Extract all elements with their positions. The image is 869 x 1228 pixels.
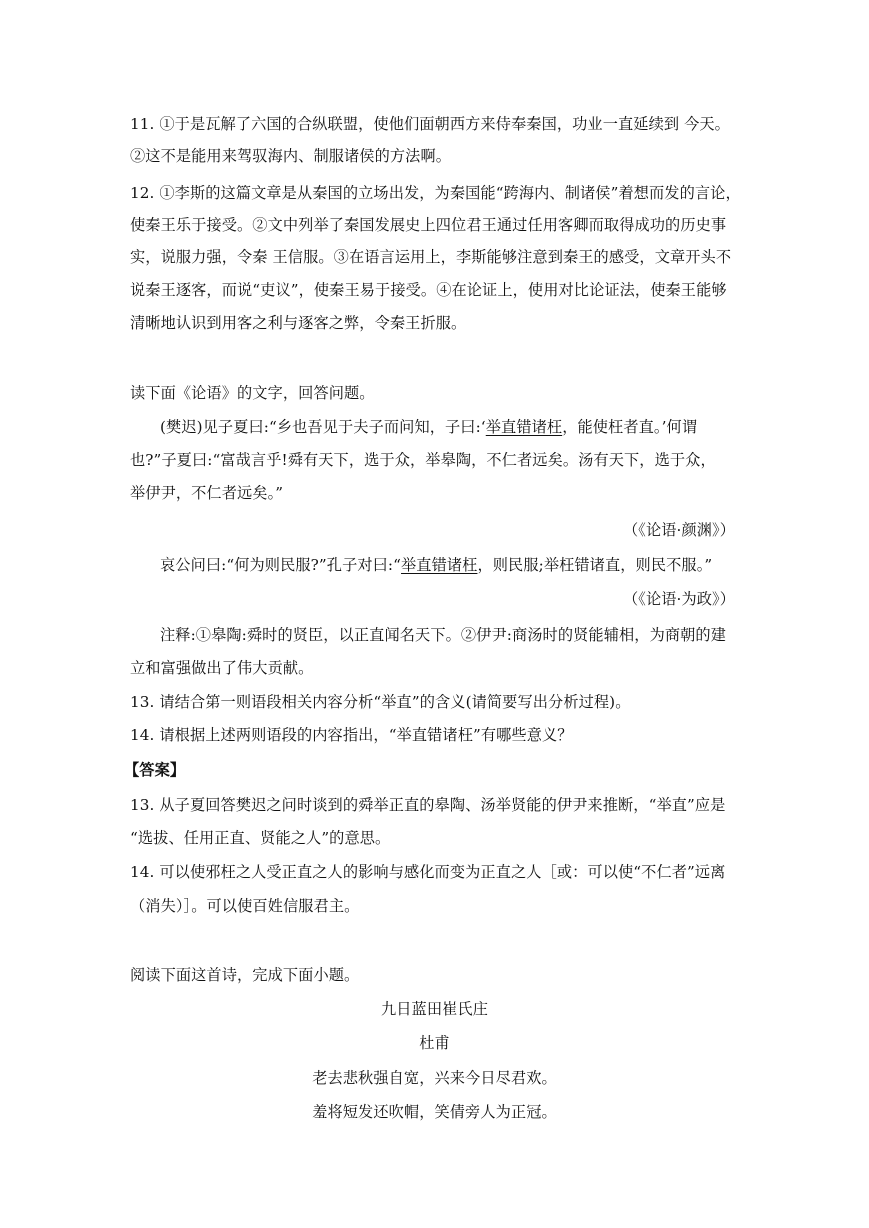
passage-2-text-b: ，则民服;举枉错诸直，则民不服。”	[477, 556, 713, 574]
poem-line-2: 羞将短发还吹帽，笑倩旁人为正冠。	[312, 1103, 557, 1121]
passage-1-underlined-phrase: 举直错诸枉	[485, 418, 563, 436]
passage-1-line-1	[160, 417, 697, 437]
poem-title: 九日蓝田崔氏庄	[380, 1000, 488, 1018]
answer-13-line-1: 13. 从子夏回答樊迟之问时谈到的舜举正直的皋陶、汤举贤能的伊尹来推断，“举直”应是	[130, 796, 726, 814]
answer-12-line-1: 12. ①李斯的这篇文章是从秦国的立场出发，为秦国能“跨海内、制诸侯”着想而发的言论，	[130, 184, 741, 202]
question-14: 14. 请根据上述两则语段的内容指出，“举直错诸枉”有哪些意义？	[130, 726, 573, 744]
answer-11-line-1: 11. ①于是瓦解了六国的合纵联盟，使他们面朝西方来侍奉秦国，功业一直延续到 今天。	[130, 115, 730, 133]
answer-label: 【答案】	[124, 761, 186, 779]
answer-11-line-2: ②这不是能用来驾驭海内、制服诸侯的方法啊。	[130, 147, 452, 165]
answer-14-line-2: （消失）］。可以使百姓信服君主。	[130, 897, 360, 915]
answer-12-line-3: 实，说服力强，令秦 王信服。③在语言运用上，李斯能够注意到秦王的感受，文章开头不	[130, 248, 732, 266]
answer-12-line-4: 说秦王逐客，而说“吏议”，使秦王易于接受。④在论证上，使用对比论证法，使秦王能够	[130, 281, 727, 299]
passage-2-line-1	[160, 555, 712, 575]
answer-12-line-2: 使秦王乐于接受。②文中列举了秦国发展史上四位君王通过任用客卿而取得成功的历史事	[130, 216, 727, 234]
notes-line-2: 立和富强做出了伟大贡献。	[130, 659, 314, 677]
answer-12-line-5: 清晰地认识到用客之利与逐客之弊，令秦王折服。	[130, 314, 467, 332]
passage-1-text-a: (樊迟)见子夏曰:“乡也吾见于夫子而问知，子曰:‘	[160, 418, 486, 436]
answer-13-line-2: “选拔、任用正直、贤能之人”的意思。	[130, 829, 391, 847]
reading-intro-poem: 阅读下面这首诗，完成下面小题。	[130, 966, 360, 984]
passage-2-underlined-phrase: 举直错诸枉	[401, 556, 478, 574]
passage-2-source: （《论语·为政》）	[622, 590, 735, 608]
poem-author: 杜甫	[419, 1034, 450, 1052]
notes-line-1: 注释:①皋陶:舜时的贤臣，以正直闻名天下。②伊尹:商汤时的贤能辅相，为商朝的建	[160, 626, 727, 644]
poem-line-1: 老去悲秋强自宽，兴来今日尽君欢。	[312, 1069, 557, 1087]
question-13: 13. 请结合第一则语段相关内容分析“举直”的含义(请简要写出分析过程)。	[130, 693, 631, 711]
passage-1-line-2: 也?”子夏曰:“富哉言乎!舜有天下，选于众，举皋陶，不仁者远矣。汤有天下，选于众，	[130, 451, 716, 469]
passage-1-text-b: ，能使枉者直。’何谓	[562, 418, 698, 436]
passage-1-source: （《论语·颜渊》）	[622, 521, 735, 539]
passage-1-line-3: 举伊尹，不仁者远矣。”	[130, 484, 284, 502]
reading-intro-lunyu: 读下面《论语》的文字，回答问题。	[130, 384, 375, 402]
answer-14-line-1: 14. 可以使邪枉之人受正直之人的影响与感化而变为正直之人［或：可以使“不仁者”远离	[130, 863, 726, 881]
passage-2-text-a: 哀公问曰:“何为则民服?”孔子对曰:“	[160, 556, 402, 574]
